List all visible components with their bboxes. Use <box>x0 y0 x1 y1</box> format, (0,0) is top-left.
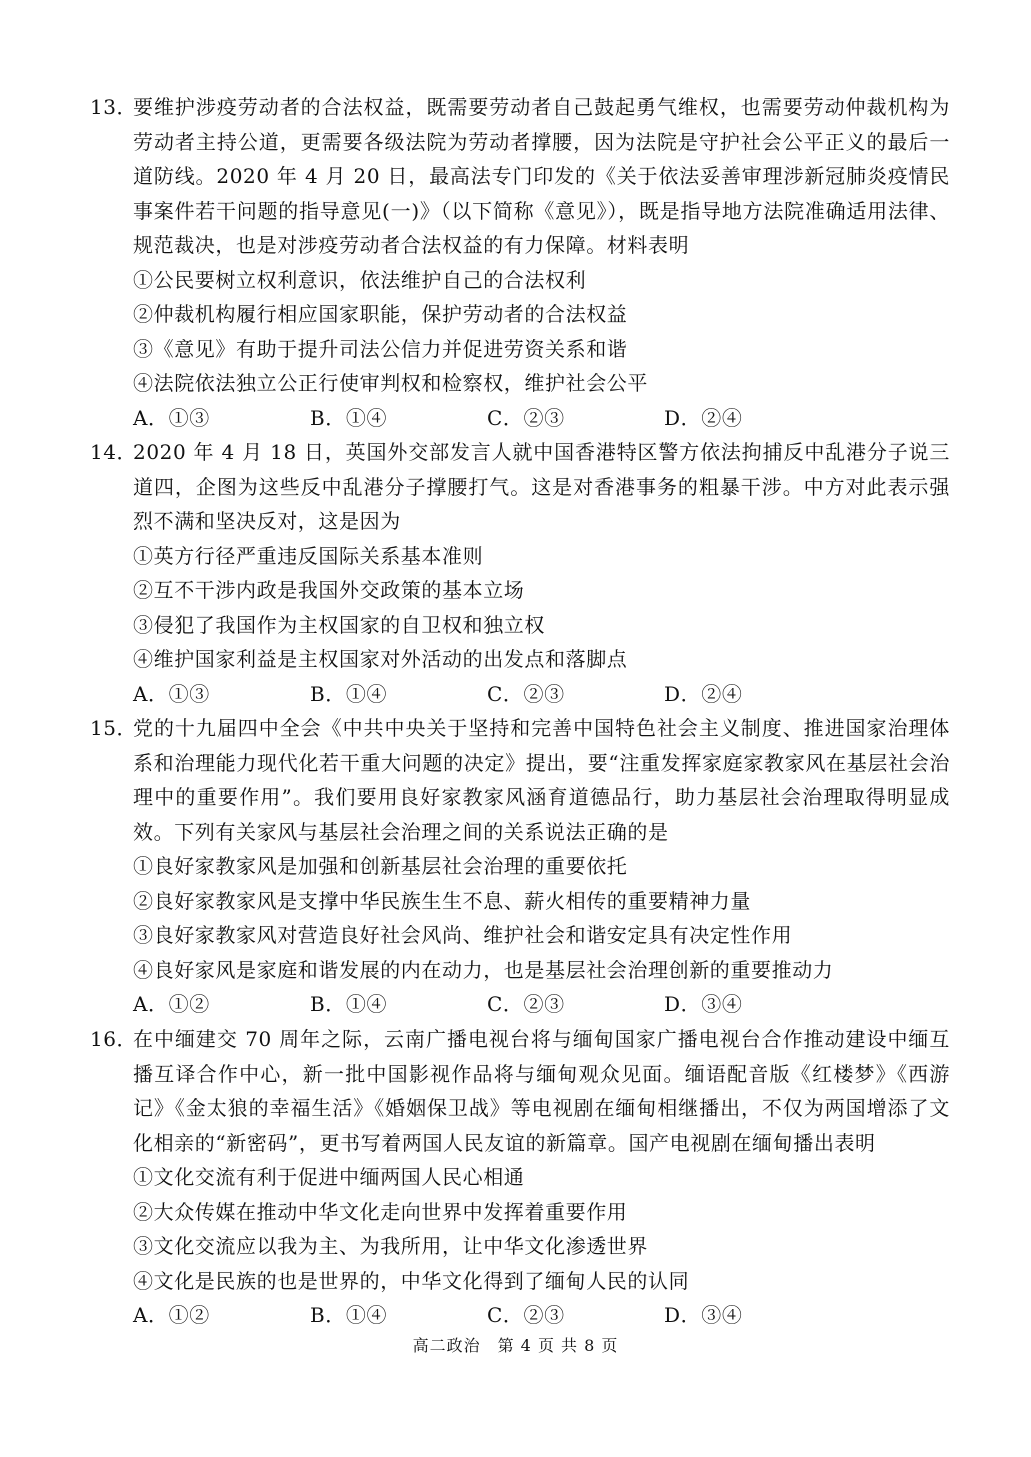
question-number: 15． <box>90 716 137 740</box>
statement-2: ②大众传媒在推动中华文化走向世界中发挥着重要作用 <box>133 1199 628 1224</box>
answer-options <box>133 987 950 1022</box>
option-b: B．①④ <box>310 1303 388 1327</box>
statement-1: ①公民要树立权利意识，依法维护自己的合法权利 <box>133 267 587 292</box>
option-a: A．①② <box>133 1303 210 1327</box>
statement-4: ④文化是民族的也是世界的，中华文化得到了缅甸人民的认同 <box>133 1268 690 1293</box>
question-body <box>133 1022 950 1333</box>
answer-options <box>133 677 950 712</box>
question-body <box>133 711 950 1022</box>
option-d: D．③④ <box>664 1303 743 1327</box>
page-footer: 高二政治 第 4 页 共 8 页 <box>412 1336 619 1355</box>
option-b: B．①④ <box>310 681 388 706</box>
question-stem: 党的十九届四中全会《中共中央关于坚持和完善中国特色社会主义制度、推进国家治理体系和治理能力现代化若干重大问题的决定》提出，要“注重发挥家庭家教家风在基层社会治理中的重要作用”。我们要用良好家教家风涵育道德品行，助力基层社会治理取得明显成效。下列有关家风与基层社会治理之间的关系说法正确的是 <box>133 716 950 844</box>
option-c: C．②③ <box>487 405 565 430</box>
option-c: C．②③ <box>487 681 565 706</box>
question-stem: 2020 年 4 月 18 日，英国外交部发言人就中国香港特区警方依法拘捕反中乱港分子说三道四，企图为这些反中乱港分子撑腰打气。这是对香港事务的粗暴干涉。中方对此表示强烈不满和坚决反对，这是因为 <box>133 440 950 533</box>
option-a: A．①② <box>133 992 210 1016</box>
option-d: D．②④ <box>664 405 743 430</box>
statement-1: ①文化交流有利于促进中缅两国人民心相通 <box>133 1165 525 1189</box>
statement-1: ①良好家教家风是加强和创新基层社会治理的重要依托 <box>133 854 628 878</box>
statement-3: ③侵犯了我国作为主权国家的自卫权和独立权 <box>133 612 545 637</box>
option-b: B．①④ <box>310 405 388 430</box>
question-14 <box>90 435 950 711</box>
option-b: B．①④ <box>310 992 388 1016</box>
statement-2: ②互不干涉内政是我国外交政策的基本立场 <box>133 578 525 602</box>
statement-4: ④法院依法独立公正行使审判权和检察权，维护社会公平 <box>133 371 648 395</box>
statement-1: ①英方行径严重违反国际关系基本准则 <box>133 543 484 568</box>
option-c: C．②③ <box>487 1303 565 1327</box>
option-d: D．②④ <box>664 681 743 706</box>
option-d: D．③④ <box>664 992 743 1016</box>
statement-2: ②仲裁机构履行相应国家职能，保护劳动者的合法权益 <box>133 302 628 326</box>
question-stem: 在中缅建交 70 周年之际，云南广播电视台将与缅甸国家广播电视台合作推动建设中缅互播互译合作中心，新一批中国影视作品将与缅甸观众见面。缅语配音版《红楼梦》《西游记》《金太狼的幸福生活》《婚姻保卫战》等电视剧在缅甸相继播出，不仅为两国增添了文化相亲的“新密码”，更书写着两国人民友谊的新篇章。国产电视剧在缅甸播出表明 <box>133 1027 950 1155</box>
question-16 <box>90 1022 950 1333</box>
question-13 <box>90 90 950 435</box>
statement-4: ④良好家风是家庭和谐发展的内在动力，也是基层社会治理创新的重要推动力 <box>133 957 834 982</box>
question-body <box>133 435 950 711</box>
question-number: 13． <box>90 95 137 119</box>
question-number: 16． <box>90 1027 137 1051</box>
statement-3: ③《意见》有助于提升司法公信力并促进劳资关系和谐 <box>133 336 628 361</box>
question-body <box>133 90 950 435</box>
option-c: C．②③ <box>487 992 565 1016</box>
statement-4: ④维护国家利益是主权国家对外活动的出发点和落脚点 <box>133 647 628 671</box>
statement-2: ②良好家教家风是支撑中华民族生生不息、薪火相传的重要精神力量 <box>133 888 751 913</box>
answer-options <box>133 401 950 436</box>
statement-3: ③良好家教家风对营造良好社会风尚、维护社会和谐安定具有决定性作用 <box>133 923 793 947</box>
question-number: 14． <box>90 440 137 464</box>
option-a: A．①③ <box>133 405 210 430</box>
option-a: A．①③ <box>133 681 210 706</box>
answer-options <box>133 1298 950 1333</box>
question-15 <box>90 711 950 1022</box>
question-stem: 要维护涉疫劳动者的合法权益，既需要劳动者自己鼓起勇气维权，也需要劳动仲裁机构为劳动者主持公道，更需要各级法院为劳动者撑腰，因为法院是守护社会公平正义的最后一道防线。2020 年 4 月 20 日，最高法专门印发的《关于依法妥善审理涉新冠肺炎疫情民事案件若干问题的指导意见(一)》（以下简称《意见》），既是指导地方法院准确适用法律、规范裁决，也是对涉疫劳动者合法权益的有力保障。材料表明 <box>133 95 950 257</box>
statement-3: ③文化交流应以我为主、为我所用，让中华文化渗透世界 <box>133 1234 648 1258</box>
